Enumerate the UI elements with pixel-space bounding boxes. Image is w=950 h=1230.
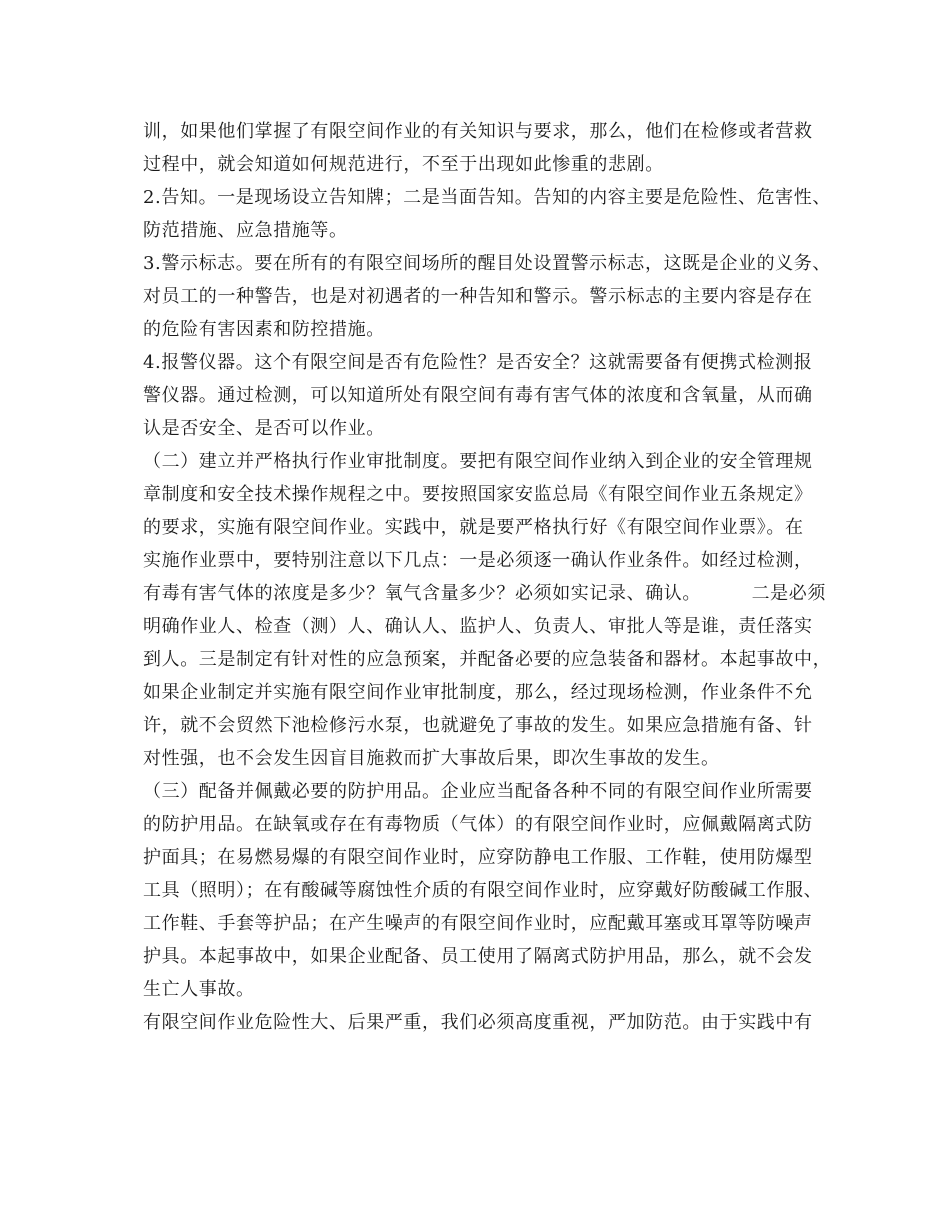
text-line: 实施作业票中，要特别注意以下几点：一是必须逐一确认作业条件。如经过检测，: [143, 550, 813, 571]
text-line: 有毒有害气体的浓度是多少？氧气含量多少？必须如实记录、确认。 二是必须: [143, 583, 826, 604]
text-line: 警仪器。通过检测，可以知道所处有限空间有毒有害气体的浓度和含氧量，从而确: [143, 385, 813, 406]
text-line: 生亡人事故。: [143, 979, 255, 1000]
text-line: 防范措施、应急措施等。: [143, 220, 348, 241]
text-line: 护面具；在易燃易爆的有限空间作业时，应穿防静电工作服、工作鞋，使用防爆型: [143, 847, 813, 868]
text-line: 有限空间作业危险性大、后果严重，我们必须高度重视，严加防范。由于实践中有: [143, 1012, 813, 1033]
text-line: 训，如果他们掌握了有限空间作业的有关知识与要求，那么，他们在检修或者营救: [143, 121, 813, 142]
text-line: 对员工的一种警告，也是对初遇者的一种告知和警示。警示标志的主要内容是存在: [143, 286, 813, 307]
text-line: 的要求，实施有限空间作业。实践中，就是要严格执行好《有限空间作业票》。在: [143, 517, 804, 538]
text-line: 许，就不会贸然下池检修污水泵，也就避免了事故的发生。如果应急措施有备、针: [143, 715, 813, 736]
text-line: 认是否安全、是否可以作业。: [143, 418, 385, 439]
text-line: 4.报警仪器。这个有限空间是否有危险性？是否安全？这就需要备有便携式检测报: [143, 352, 813, 373]
text-line: 的防护用品。在缺氧或存在有毒物质（气体）的有限空间作业时，应佩戴隔离式防: [143, 814, 813, 835]
text-line: 到人。三是制定有针对性的应急预案，并配备必要的应急装备和器材。本起事故中，: [143, 649, 832, 670]
text-line: 工具（照明）；在有酸碱等腐蚀性介质的有限空间作业时，应穿戴好防酸碱工作服、: [143, 880, 823, 901]
text-line: 对性强，也不会发生因盲目施救而扩大事故后果，即次生事故的发生。: [143, 748, 720, 769]
text-line: （三）配备并佩戴必要的防护用品。企业应当配备各种不同的有限空间作业所需要: [143, 781, 813, 802]
body-text: [143, 115, 843, 1039]
text-line: 3.警示标志。要在所有的有限空间场所的醒目处设置警示标志，这既是企业的义务、: [143, 253, 831, 274]
text-line: 工作鞋、手套等护品；在产生噪声的有限空间作业时，应配戴耳塞或耳罩等防噪声: [143, 913, 813, 934]
text-line: 明确作业人、检查（测）人、确认人、监护人、负责人、审批人等是谁，责任落实: [143, 616, 813, 637]
text-line: 护具。本起事故中，如果企业配备、员工使用了隔离式防护用品，那么，就不会发: [143, 946, 813, 967]
text-line: 过程中，就会知道如何规范进行，不至于出现如此惨重的悲剧。: [143, 154, 664, 175]
text-line: 章制度和安全技术操作规程之中。要按照国家安监总局《有限空间作业五条规定》: [143, 484, 813, 505]
text-line: 的危险有害因素和防控措施。: [143, 319, 385, 340]
text-line: （二）建立并严格执行作业审批制度。要把有限空间作业纳入到企业的安全管理规: [143, 451, 813, 472]
text-line: 如果企业制定并实施有限空间作业审批制度，那么，经过现场检测，作业条件不允: [143, 682, 813, 703]
text-line: 2.告知。一是现场设立告知牌；二是当面告知。告知的内容主要是危险性、危害性、: [143, 187, 831, 208]
